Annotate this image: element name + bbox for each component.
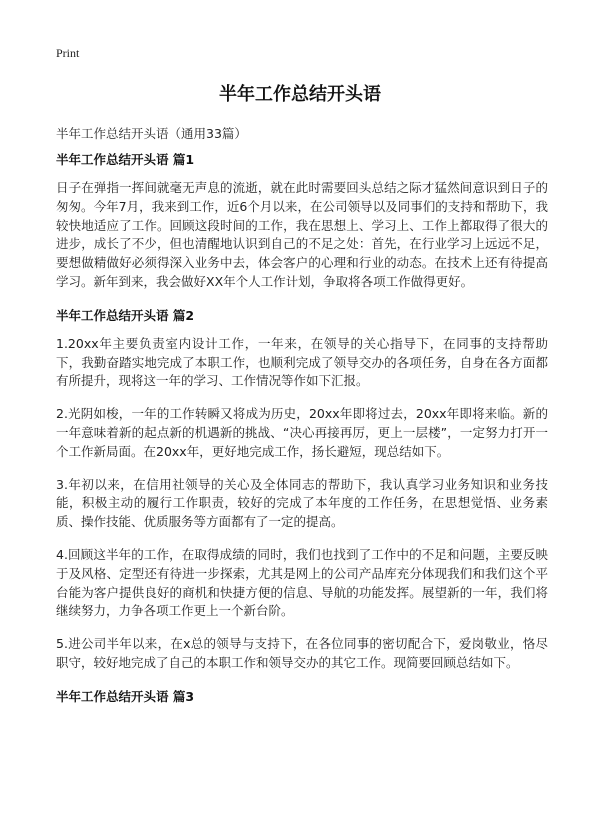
page-title: 半年工作总结开头语 [219,84,381,105]
paragraph: 2.光阴如梭，一年的工作转瞬又将成为历史，20xx年即将过去，20xx年即将来临。新的一年意味着新的起点新的机遇新的挑战、“决心再接再厉，更上一层楼”，一定努力打开一个工作新局面。在20xx年，更好地完成工作，扬长避短，现总结如下。 [56,406,548,459]
paragraph: 5.进公司半年以来，在x总的领导与支持下，在各位同事的密切配合下，爱岗敬业，恪尽职守，较好地完成了自己的本职工作和领导交办的其它工作。现简要回顾总结如下。 [56,636,548,670]
paragraph: 1.20xx年主要负责室内设计工作，一年来，在领导的关心指导下，在同事的支持帮助下，我勤奋踏实地完成了本职工作，也顺利完成了领导交办的各项任务，自身在各方面都有所提升，现将这一年的学习、工作情况等作如下汇报。 [56,335,548,389]
section-heading: 半年工作总结开头语 篇3 [56,688,195,704]
paragraph: 日子在弹指一挥间就毫无声息的流逝，就在此时需要回头总结之际才猛然间意识到日子的匆匆。今年7月，我来到工作，近6个月以来，在公司领导以及同事们的支持和帮助下，我较快地适应了工作。回顾这段时间的工作，我在思想上、学习上、工作上都取得了很大的进步，成长了不少，但也清醒地认识到自己的不足之处：首先，在行业学习上远远不足，要想做精做好必须得深入业务中去，体会客户的心理和行业的动态。在技术上还有待提高学习。新年到来，我会做好XX年个人工作计划，争取将各项工作做得更好。 [56,180,548,289]
document-subtitle: 半年工作总结开头语（通用33篇） [56,126,247,141]
paragraph: 4.回顾这半年的工作，在取得成绩的同时，我们也找到了工作中的不足和问题，主要反映于及风格、定型还有待进一步探索，尤其是网上的公司产品库充分体现我们和我们这个平台能为客户提供良好的商机和快捷方便的信息、导航的功能发挥。展望新的一年，我们将继续努力，力争各项工作更上一个新台阶。 [56,546,548,619]
paragraph: 3.年初以来，在信用社领导的关心及全体同志的帮助下，我认真学习业务知识和业务技能，积极主动的履行工作职责，较好的完成了本年度的工作任务，在思想觉悟、业务素质、操作技能、优质服务等方面都有了一定的提高。 [56,476,548,530]
section-heading: 半年工作总结开头语 篇2 [56,307,195,323]
print-label[interactable]: Print [56,46,80,60]
section-heading: 半年工作总结开头语 篇1 [56,152,195,167]
document-body [56,150,548,716]
